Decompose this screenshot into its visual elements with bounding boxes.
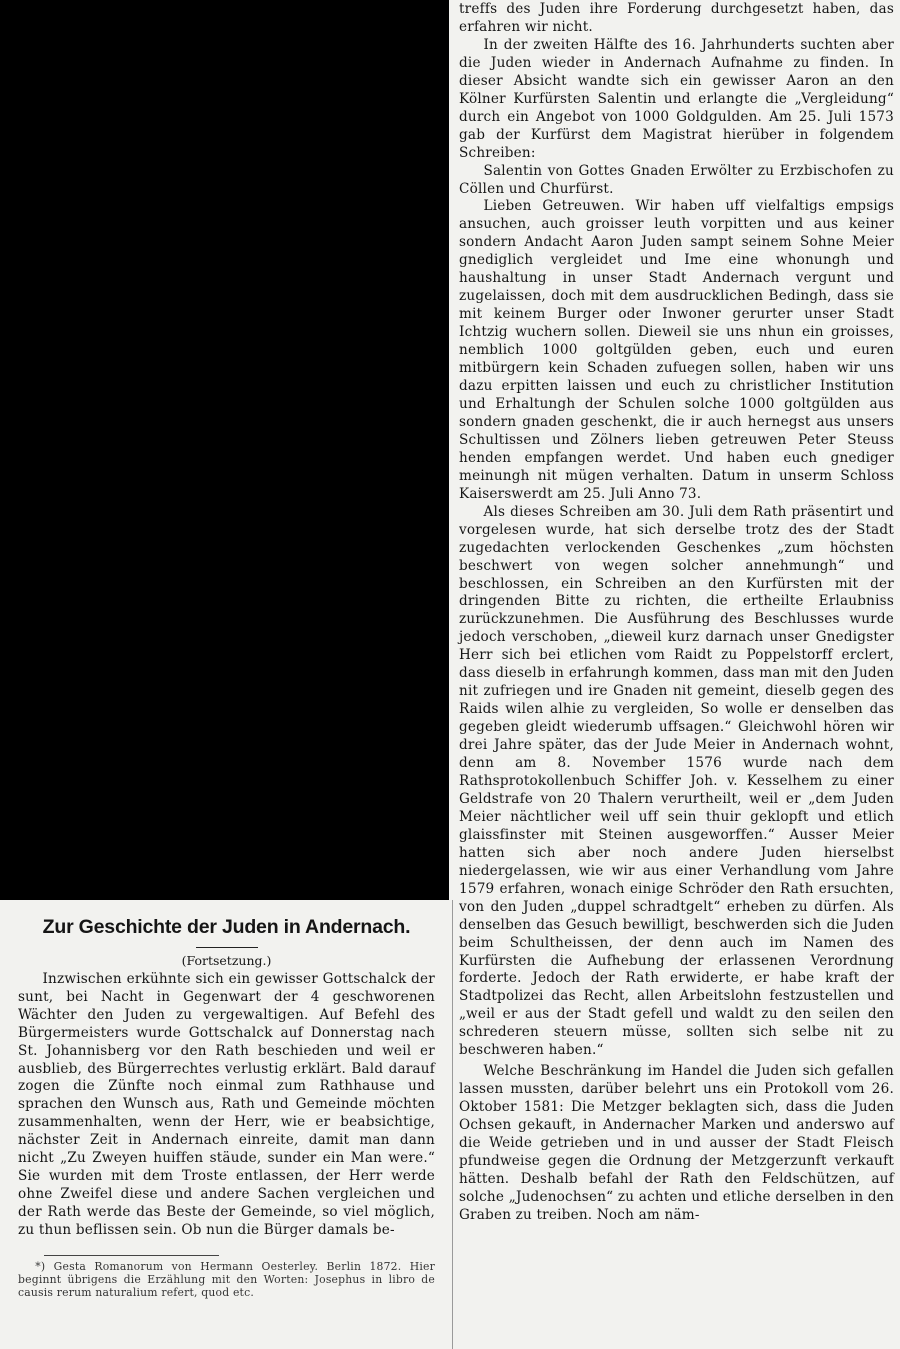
- body-paragraph: treffs des Juden ihre Forderung durchgesetzt haben, das erfahren wir nicht.: [459, 1, 894, 35]
- column-divider: [452, 900, 453, 1349]
- letter-body: Lieben Getreuwen. Wir haben uff vielfaltigs empsigs ansuchen, auch groisser leuth vorpitten und aus keiner sondern Andacht Aaron Juden sampt seinem Sohne Meier gnediglich vergleidet und Ime eine whonungh und haushaltung in unser Stadt Andernach vergunt und zugelaissen, doch mit dem ausdrucklichen Bedingh, dass sie mit keinem Burger oder Inwoner gerurter unser Stadt Ichtzig wuchern sollen. Dieweil sie uns nhun ein groisses, nemblich 1000 goltgülden geben, euch und euren mitbürgern kein Schaden zufuegen sollen, haben wir uns dazu erpitten laissen und euch zu christlicher Institution und Erhaltungh der Schulen solche 1000 goltgülden aus sondern gnaden geschenkt, die ir auch hernegst aus unsers Schultissen und Zölners lieben getreuwen Peter Steuss henden empfangen werdet. Und haben euch gnediger meinungh nit mügen verhalten. Datum in unserm Schloss Kaiserswerdt am 25. Juli Anno 73.: [459, 198, 894, 502]
- right-column: [457, 0, 900, 1349]
- body-paragraph: Welche Beschränkung im Handel die Juden sich gefallen lassen mussten, darüber belehrt uns ein Protokoll vom 26. Oktober 1581: Die Metzger beklagten sich, dass die Juden Ochsen gekauft, in Andernacher Marken und anderswo auf die Weide getrieben und in und ausser der Stadt Fleisch pfundweise gegen die Ordnung der Metzgerzunft verkauft hätten. Deshalb befahl der Rath den Feldschützen, auf solche „Judenochsen“ zu achten und etliche derselben in den Graben zu treiben. Noch am näm-: [459, 1063, 894, 1223]
- title-rule: [196, 947, 258, 948]
- article-title: Zur Geschichte der Juden in Andernach.: [42, 916, 411, 938]
- blank-black-area: [0, 0, 449, 900]
- footnote-rule: [44, 1255, 219, 1256]
- left-column: [0, 900, 449, 1349]
- body-paragraph: Inzwischen erkühnte sich ein gewisser Gottschalck der sunt, bei Nacht in Gegenwart der 4 geschworenen Wächter den Juden zu vergewaltigen. Auf Befehl des Bürgermeisters wurde Gottschalck auf Donnerstag nach St. Johannisberg vor den Rath beschieden und weil er ausblieb, des Bürgerrechtes verlustig erklärt. Bald darauf zogen die Zünfte noch einmal zum Rathhause und sprachen den Wunsch aus, Rath und Gemeinde möchten zusammenhalten, wenn der Herr, wie er beabsichtige, nächster Zeit in Andernach einreite, damit man dann nicht „Zu Zweyen huiffen stäude, sunder ein Man were.“ Sie wurden mit dem Troste entlassen, der Herr werde ohne Zweifel diese und andere Sachen vergleichen und der Rath werde das Beste der Gemeinde, so viel möglich, zu thun beflissen sein. Ob nun die Bürger damals be-: [18, 971, 435, 1238]
- article-subtitle: (Fortsetzung.): [181, 953, 272, 968]
- letter-salutation: Salentin von Gottes Gnaden Erwölter zu Erzbischofen zu Cöllen und Churfürst.: [459, 162, 894, 197]
- footnote: *) Gesta Romanorum von Hermann Oesterley. Berlin 1872. Hier beginnt übrigens die Erzählung mit den Worten: Josephus in libro de causis rerum naturalium refert, quod etc.: [18, 1259, 435, 1299]
- body-paragraph: Als dieses Schreiben am 30. Juli dem Rath präsentirt und vorgelesen wurde, hat sich derselbe trotz des der Stadt zugedachten verlockenden Geschenkes „zum höchsten beschwert von wegen solcher annehmungh“ und beschlossen, ein Schreiben an den Kurfürsten mit der dringenden Bitte zu richten, die ertheilte Erlaubniss zurückzunehmen. Die Ausführung des Beschlusses wurde jedoch verschoben, „dieweil kurz darnach unser Gnedigster Herr sich bei etlichen vom Raidt zu Poppelstorff erclert, dass dieselb in erfahrungh kommen, dass man mit den Juden nit zufriegen und ire Gnaden nit gemeint, dieselb gegen des Raids wilen alhie zu vergleiden, So wolle er denselben das gegeben gleidt wiederumb uffsagen.“ Gleichwohl hören wir drei Jahre später, das der Jude Meier in Andernach wohnt, denn am 8. November 1576 wurde nach dem Rathsprotokollenbuch Schiffer Joh. v. Kesselhem zu einer Geldstrafe von 20 Thalern verurtheilt, weil er „dem Juden Meier nächtlicher weil uff sein thuir geklopft und etlich glaissfinster mit Steinen ausgeworffen.“ Ausser Meier hatten sich aber noch andere Juden hierselbst niedergelassen, wie wir aus einer Verhandlung vom Jahre 1579 erfahren, wonach einige Schröder den Rath ersuchten, von den Juden „duppel schradtgelt“ erheben zu dürfen. Als denselben das Gesuch bewilligt, beschwerden sich die Juden beim Schultheissen, der denn auch im Namen des Kurfürsten die Aufhebung der erlassenen Verordnung forderte. Jedoch der Rath erwiderte, er habe kraft der Stadtpolizei das Recht, allen Arbeitslohn festzustellen und „weil er aus der Stadt gefell und waldt zu den seilen den schrederen steuern müsse, sollten sich selbe nit zu beschweren haben.“: [459, 503, 894, 1059]
- body-paragraph: In der zweiten Hälfte des 16. Jahrhunderts suchten aber die Juden wieder in Andernach Aufnahme zu finden. In dieser Absicht wandte sich ein gewisser Aaron an den Kölner Kurfürsten Salentin und erlangte die „Vergleidung“ durch ein Angebot von 1000 Goldgulden. Am 25. Juli 1573 gab der Kurfürst dem Magistrat hierüber in folgendem Schreiben:: [459, 36, 894, 161]
